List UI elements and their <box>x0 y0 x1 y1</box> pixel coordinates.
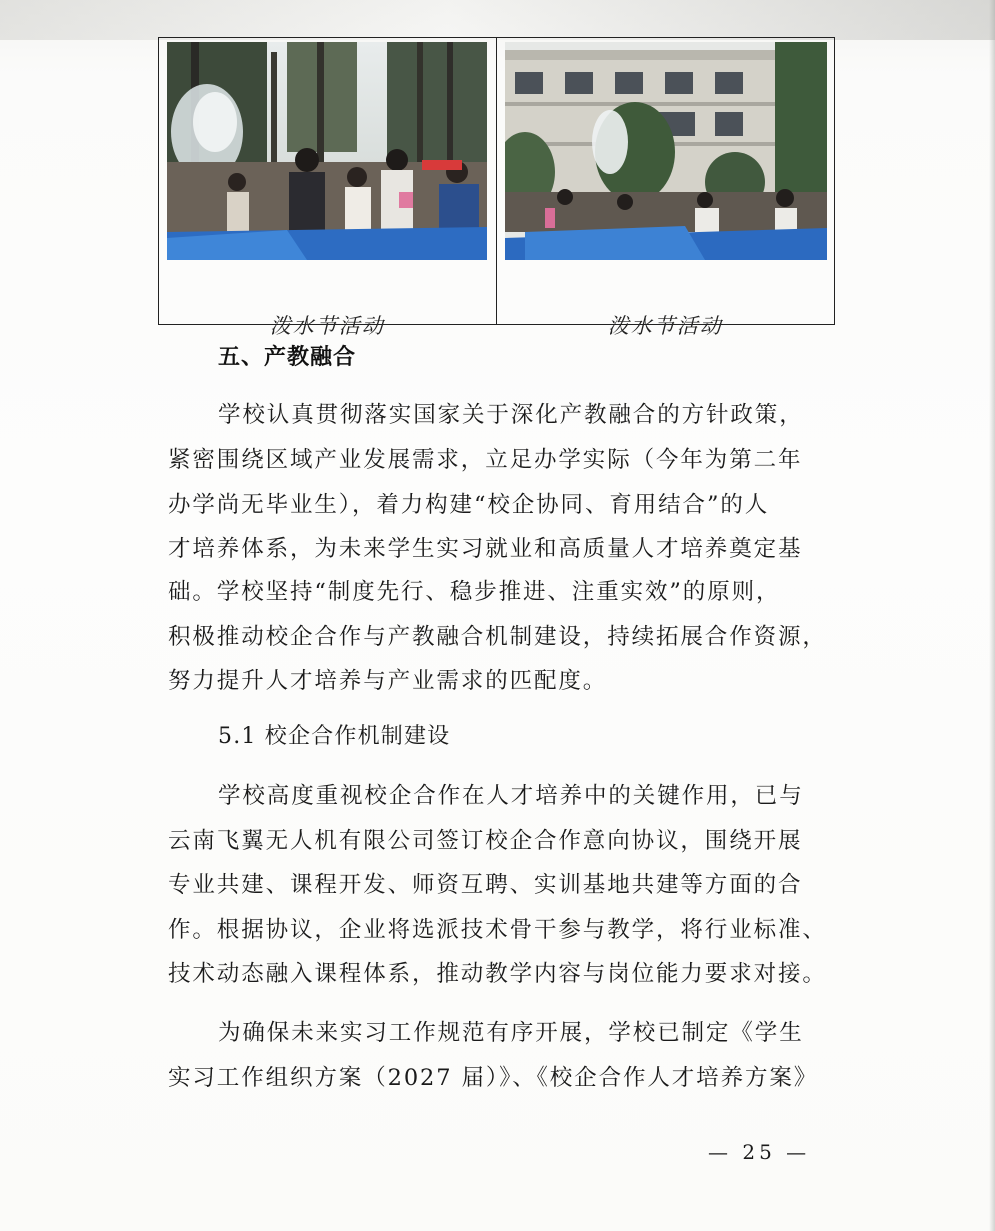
paragraph-line: 紧密围绕区域产业发展需求，立足办学实际（今年为第二年 <box>168 447 803 473</box>
paragraph-line: 学校认真贯彻落实国家关于深化产教融合的方针政策， <box>218 402 804 428</box>
photo-cell-right <box>497 38 835 338</box>
water-festival-photo-right <box>505 42 827 260</box>
photo-table <box>158 37 835 338</box>
paragraph-line: 学校高度重视校企合作在人才培养中的关键作用，已与 <box>218 783 804 809</box>
paragraph-line: 专业共建、课程开发、师资互聘、实训基地共建等方面的合 <box>168 872 803 898</box>
paragraph-line: 积极推动校企合作与产教融合机制建设，持续拓展合作资源， <box>168 624 827 650</box>
paragraph-line: 作。根据协议，企业将选派技术骨干参与教学，将行业标准、 <box>168 917 827 943</box>
paragraph-line: 础。学校坚持“制度先行、稳步推进、注重实效”的原则， <box>168 579 781 605</box>
paragraph-line: 实习工作组织方案（2027 届）》、《校企合作人才培养方案》 <box>168 1065 819 1091</box>
paragraph-line: 办学尚无毕业生），着力构建“校企协同、育用结合”的人 <box>168 492 770 518</box>
paragraph-line: 云南飞翼无人机有限公司签订校企合作意向协议，围绕开展 <box>168 828 803 854</box>
water-festival-photo-left <box>167 42 487 260</box>
paragraph-line: 为确保未来实习工作规范有序开展，学校已制定《学生 <box>218 1020 804 1046</box>
photo-caption-left: 泼水节活动 <box>269 314 385 338</box>
photo-cell-left <box>159 38 497 338</box>
subsection-heading: 5.1 校企合作机制建设 <box>218 724 451 749</box>
paragraph-line: 技术动态融入课程体系，推动教学内容与岗位能力要求对接。 <box>168 961 827 987</box>
section-heading: 五、产教融合 <box>218 345 357 370</box>
photo-caption-right: 泼水节活动 <box>607 314 723 338</box>
paragraph-line: 才培养体系，为未来学生实习就业和高质量人才培养奠定基 <box>168 536 803 562</box>
paragraph-line: 努力提升人才培养与产业需求的匹配度。 <box>168 668 608 694</box>
page-number: — 25 — <box>708 1140 811 1164</box>
